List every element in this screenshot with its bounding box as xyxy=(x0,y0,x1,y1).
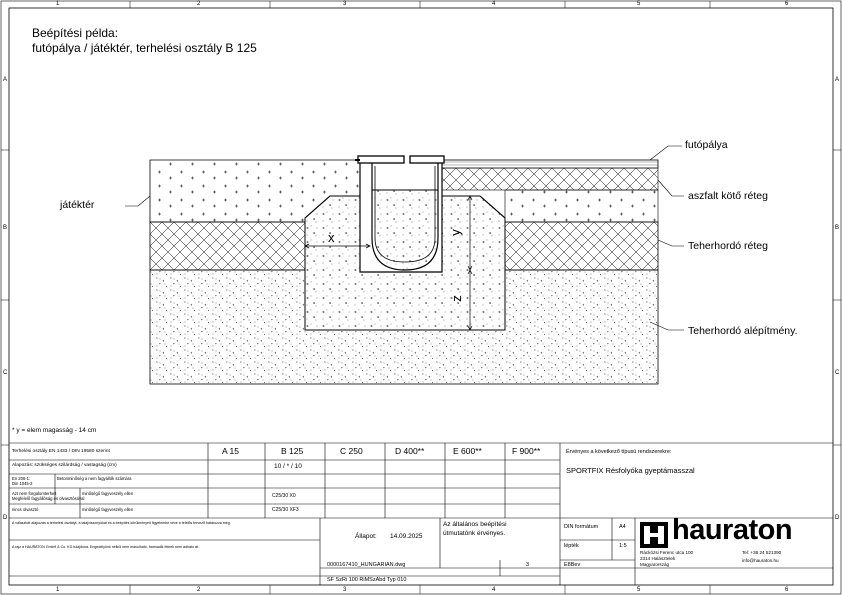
drawing-title-line2: futópálya / játéktér, terhelési osztály B 125 xyxy=(32,41,257,55)
address-line-3: 2314 Halásztelek xyxy=(640,556,676,561)
grid-col-1: 1 xyxy=(56,1,60,7)
exposure-label-b: Megfelelő fagyállóság és olvasztósóval xyxy=(12,496,85,501)
standard-label-1: En 206-1: xyxy=(12,476,31,481)
system-name: SPORTFIX Résfolyóka gyeptámasszal xyxy=(566,466,695,475)
grid-row-c-right: C xyxy=(835,370,840,376)
class-f900: F 900** xyxy=(512,446,541,456)
validity-text-2: útmutatónk érvényes. xyxy=(443,530,506,537)
drawing-file: 0000167410_HUNGARIAN.dwg xyxy=(327,562,406,568)
article-code: SF SzRi 100 RiMSzAbd Typ 010 xyxy=(327,577,407,583)
exposure-label-c: nincs olvasztó xyxy=(12,507,39,512)
concrete-x0: C25/30 X0 xyxy=(272,493,296,499)
standard-label-2: Din 1045-2 xyxy=(12,481,33,486)
label-running-track: futópálya xyxy=(685,139,728,151)
hauraton-logo-mark xyxy=(640,522,668,548)
exposure-row-3: minőségű fagyveszély ellen xyxy=(82,507,134,512)
validity-text-1: Az általános beépítési xyxy=(443,521,507,528)
exposure-row-1: Betonminőség a nem fagyállók számára xyxy=(57,476,132,481)
address-line-2: Ráckózsi Ferenc utca 100 xyxy=(640,550,694,555)
sheet-number: 3 xyxy=(526,562,530,568)
foundation-label: Alapozás: szükséges szilárdság / vastagság (cm) xyxy=(12,463,117,468)
grid-col-6: 6 xyxy=(785,1,789,7)
label-playground: játéktér xyxy=(60,199,95,211)
grid-row-b: B xyxy=(3,225,8,231)
class-e600: E 600** xyxy=(453,446,482,456)
slot-grate xyxy=(358,156,404,163)
class-a15: A 15 xyxy=(222,446,240,456)
exposure-row-2: minőségű fagyveszély ellen xyxy=(82,491,134,496)
din-format-value: A4 xyxy=(619,524,626,530)
class-d400: D 400** xyxy=(395,446,425,456)
scale-value: 1:5 xyxy=(619,543,627,549)
grid-row-a-right: A xyxy=(835,77,840,83)
label-asphalt-layer: aszfalt kötő réteg xyxy=(688,190,768,202)
email: info@hauraton.hu xyxy=(742,558,779,563)
grid-col-4: 4 xyxy=(492,1,496,7)
grid-col-4-bottom: 4 xyxy=(492,587,496,593)
footnote: * y = elem magasság - 14 cm xyxy=(12,427,97,434)
company-logo-text: hauraton xyxy=(672,514,793,546)
concrete-bedding xyxy=(305,190,505,330)
class-b125: B 125 xyxy=(281,446,304,456)
dim-x-label: x xyxy=(328,230,335,245)
foundation-value: 10 / * / 10 xyxy=(274,463,302,470)
address-line-4: Magyarország xyxy=(640,562,670,567)
din-format-label: DIN formátum xyxy=(564,524,599,530)
grid-col-3: 3 xyxy=(343,1,347,7)
grid-row-d: D xyxy=(3,515,8,521)
grid-col-2: 2 xyxy=(197,1,201,7)
scale-label: lépték xyxy=(564,543,579,549)
grid-col-6-bottom: 6 xyxy=(785,587,789,593)
label-subgrade: Teherhordó alépítmény. xyxy=(688,325,798,337)
drawer-code: E8Bev xyxy=(564,562,581,568)
valid-for-label: Érvényes a következő típusú rendszerekre: xyxy=(566,449,672,455)
grid-col-2-bottom: 2 xyxy=(197,587,201,593)
grid-row-c: C xyxy=(3,370,8,376)
asphalt-layer xyxy=(442,168,658,190)
label-base-layer: Teherhordó réteg xyxy=(688,240,768,252)
grid-row-d-right: D xyxy=(835,515,840,521)
dim-y-label: y xyxy=(447,229,463,236)
note-copyright: A rajz a HAURATON GmbH & Co. KG tulajdona. Engedélyünk nélkül nem másolható, harmadik félnek nem adható át. xyxy=(12,545,200,549)
grid-col-1-bottom: 1 xyxy=(56,587,60,593)
phone: Tel: +36 24 521390 xyxy=(742,550,782,555)
drawing-title-line1: Beépítési példa: xyxy=(32,26,119,40)
dim-z-label: z xyxy=(448,295,464,302)
track-surface xyxy=(442,160,658,168)
grid-row-b-right: B xyxy=(835,225,840,231)
class-c250: C 250 xyxy=(340,446,363,456)
grid-row-a: A xyxy=(3,77,8,83)
load-class-heading: Terhelési osztály EN 1433 / DIN 19580 szerint xyxy=(12,449,110,454)
grid-col-5: 5 xyxy=(637,1,641,7)
cross-section xyxy=(125,146,684,384)
note-foundation: A választott alapozás a terhelési osztályt, a talajviszonyokat és a beépítés körülményeit figyelembe véve a felelős tervező határozza meg. xyxy=(12,521,231,525)
state-date: 14.09.2025 xyxy=(390,533,423,540)
grid-col-3-bottom: 3 xyxy=(343,587,347,593)
exposure-label-a: Azt nem forgalomterhelt xyxy=(12,491,57,496)
state-label: Állapot: xyxy=(355,533,377,540)
concrete-xf3: C25/30 XF3 xyxy=(272,507,299,513)
grid-col-5-bottom: 5 xyxy=(637,587,641,593)
